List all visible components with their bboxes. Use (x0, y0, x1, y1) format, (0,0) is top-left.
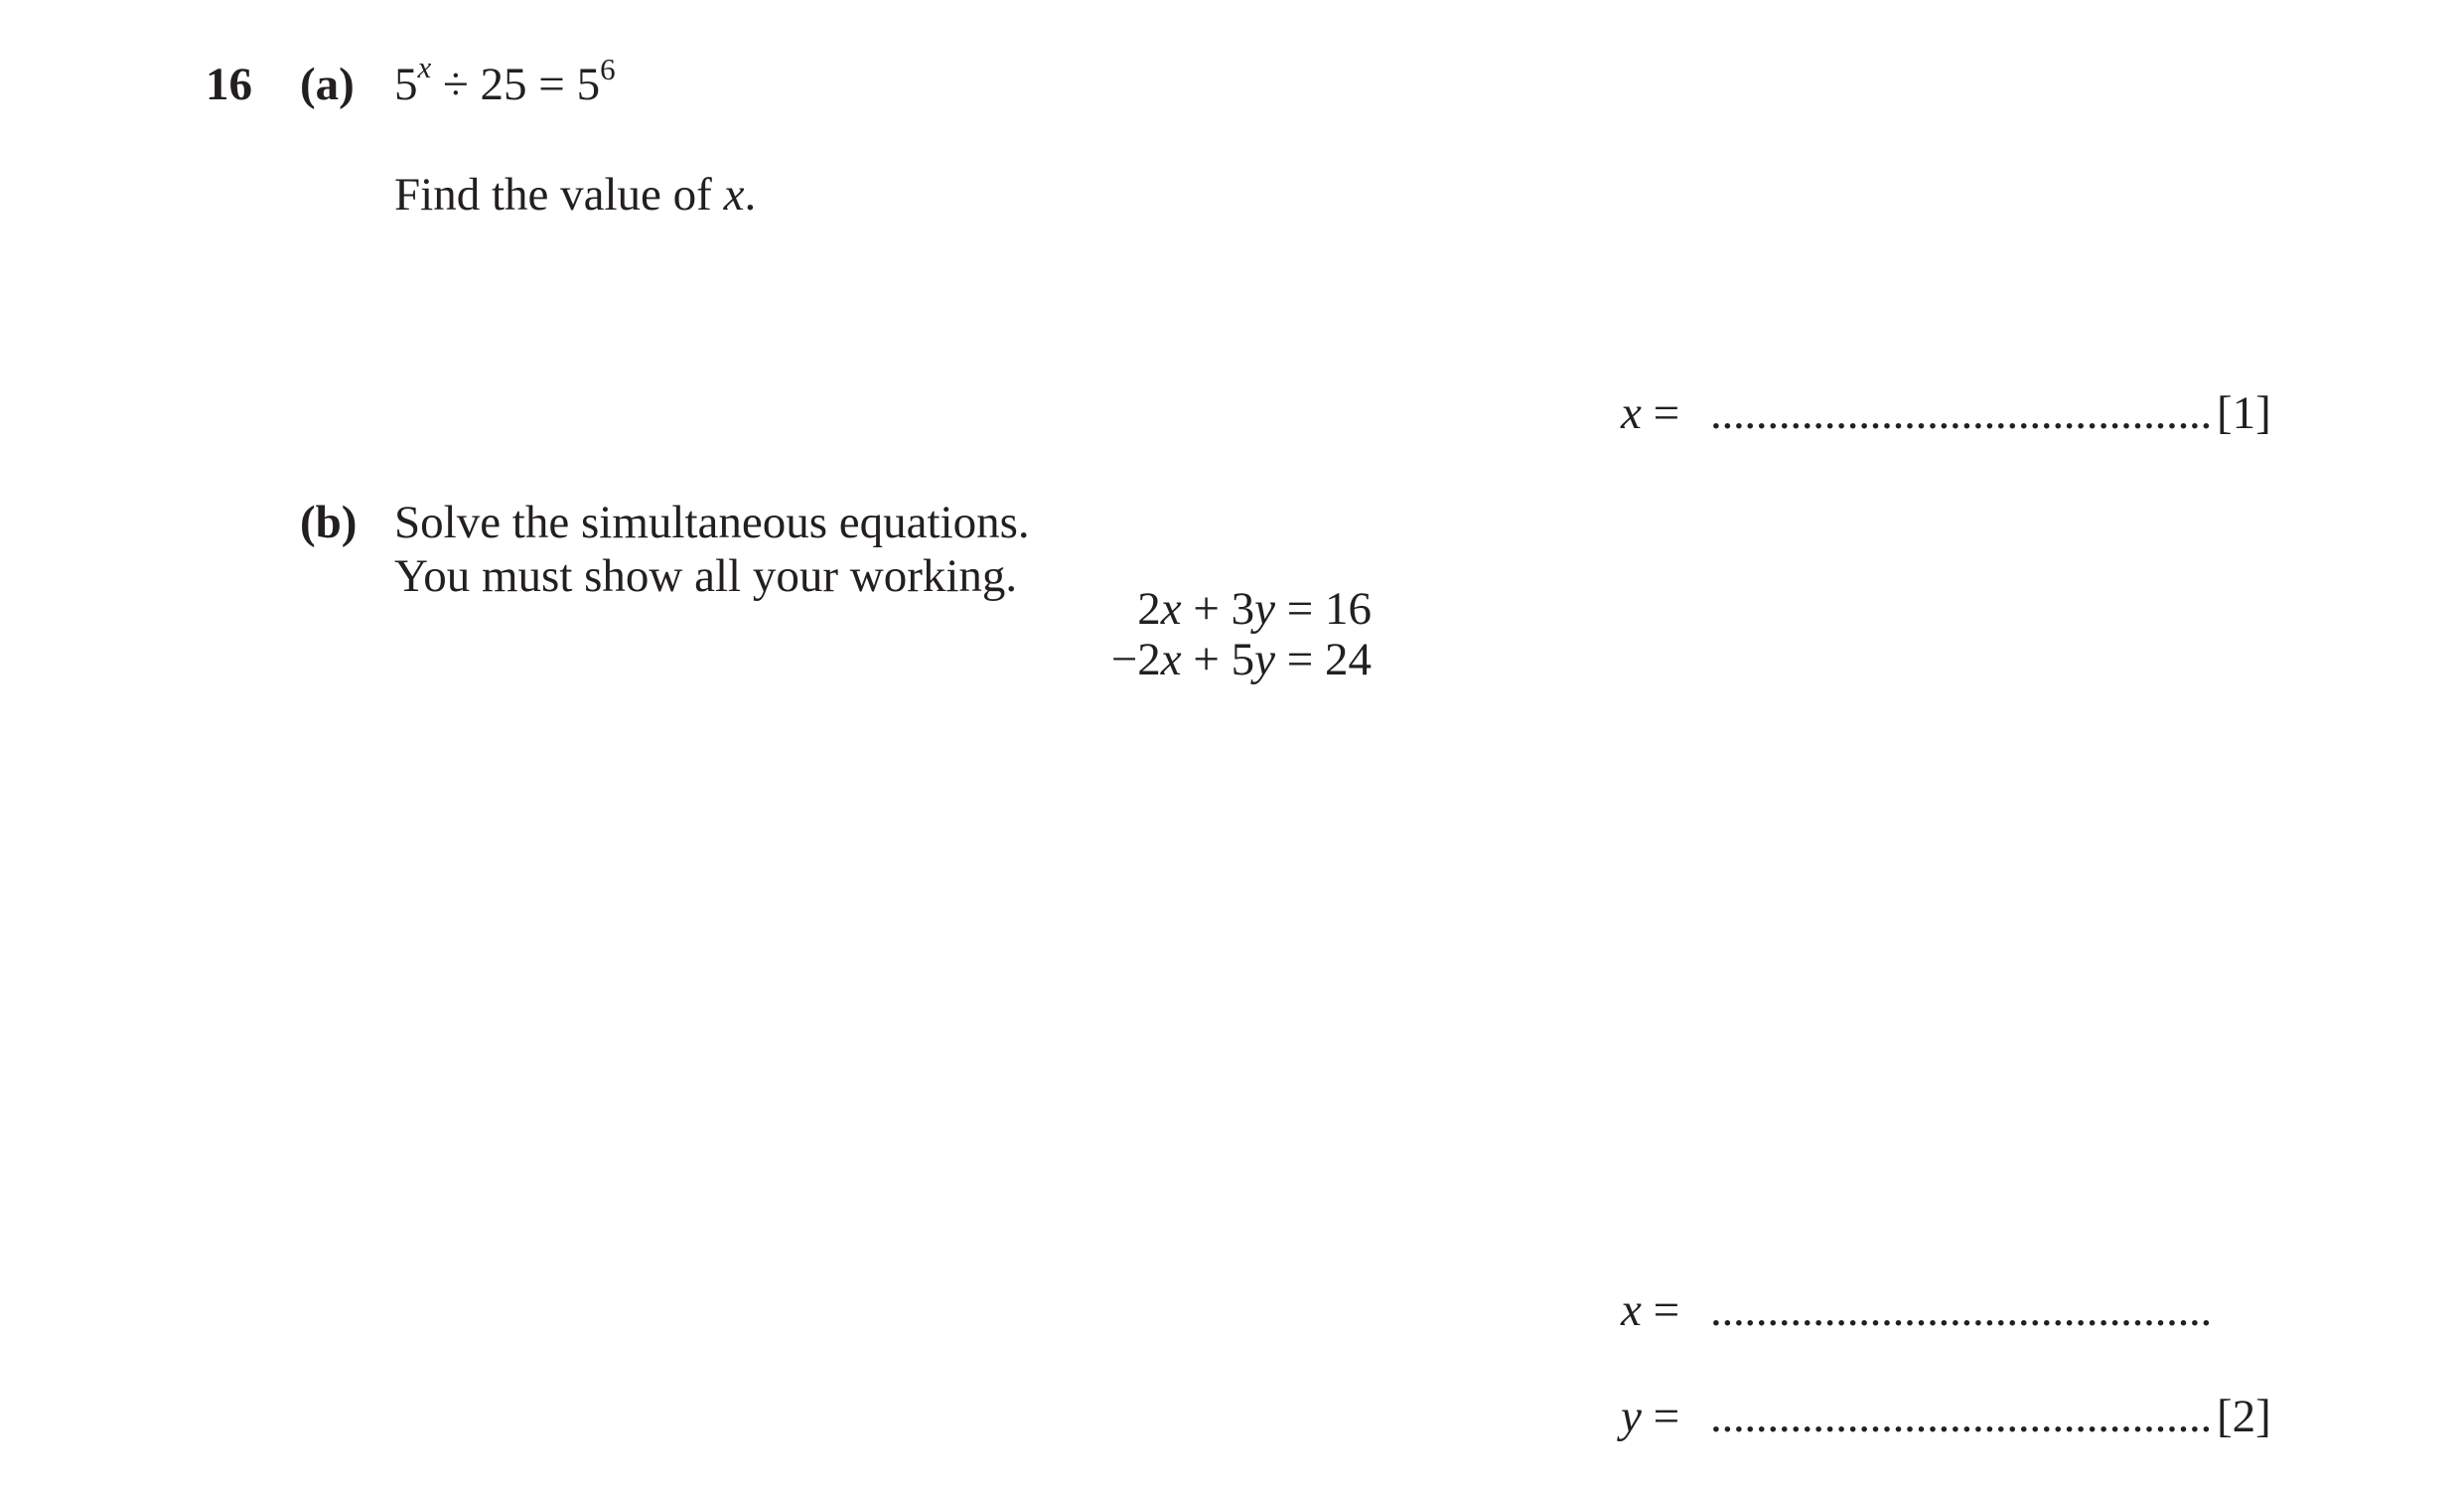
part-b-answer-x-field[interactable] (1710, 1284, 2213, 1336)
part-a-instruction (394, 169, 757, 221)
equation-1 (1137, 583, 1372, 635)
part-a-marks: [1] (2217, 387, 2271, 439)
eq1-rhs: = 16 (1274, 583, 1372, 635)
eq2-var-x: x (1160, 634, 1182, 685)
eq1-var-y: y (1254, 583, 1275, 635)
part-b-answer-y-label (1621, 1391, 1680, 1442)
instruction-suffix: . (744, 169, 757, 221)
answer-dots: ............................................ (1710, 387, 2213, 439)
part-a-label: (a) (300, 59, 355, 110)
part-b-answer-x-label (1621, 1284, 1680, 1336)
part-a-answer-label (1621, 387, 1680, 439)
answer-equals: = (1641, 1284, 1680, 1336)
expr-exponent-6: 6 (600, 52, 616, 86)
eq2-op: + 5 (1181, 634, 1255, 685)
eq2-coef-x: −2 (1110, 634, 1161, 685)
part-a-expression (394, 50, 616, 110)
expr-base: 5 (394, 59, 418, 110)
answer-equals: = (1641, 1391, 1680, 1442)
equation-2 (1110, 634, 1372, 685)
answer-variable-x: x (1621, 387, 1642, 439)
answer-variable-x: x (1621, 1284, 1642, 1336)
eq1-coef-x: 2 (1137, 583, 1161, 635)
answer-dots: ............................................ (1710, 1391, 2213, 1442)
question-number: 16 (206, 59, 252, 110)
answer-variable-y: y (1621, 1391, 1642, 1442)
part-b-marks: [2] (2217, 1391, 2271, 1442)
expr-exponent-x: x (417, 50, 432, 84)
eq1-op: + 3 (1181, 583, 1255, 635)
part-b-label: (b) (300, 497, 358, 548)
part-b-instruction-line2: You must show all your working. (394, 550, 1018, 602)
eq2-var-y: y (1254, 634, 1275, 685)
answer-equals: = (1641, 387, 1680, 439)
eq2-rhs: = 24 (1274, 634, 1372, 685)
instruction-variable: x (723, 169, 745, 221)
expr-middle: ÷ 25 = 5 (431, 59, 601, 110)
part-b-instruction-line1: Solve the simultaneous equations. (394, 497, 1030, 548)
part-a-answer-field[interactable] (1710, 387, 2213, 439)
answer-dots: ............................................ (1710, 1284, 2213, 1336)
instruction-prefix: Find the value of (394, 169, 724, 221)
eq1-var-x: x (1160, 583, 1182, 635)
part-b-answer-y-field[interactable] (1710, 1391, 2213, 1442)
